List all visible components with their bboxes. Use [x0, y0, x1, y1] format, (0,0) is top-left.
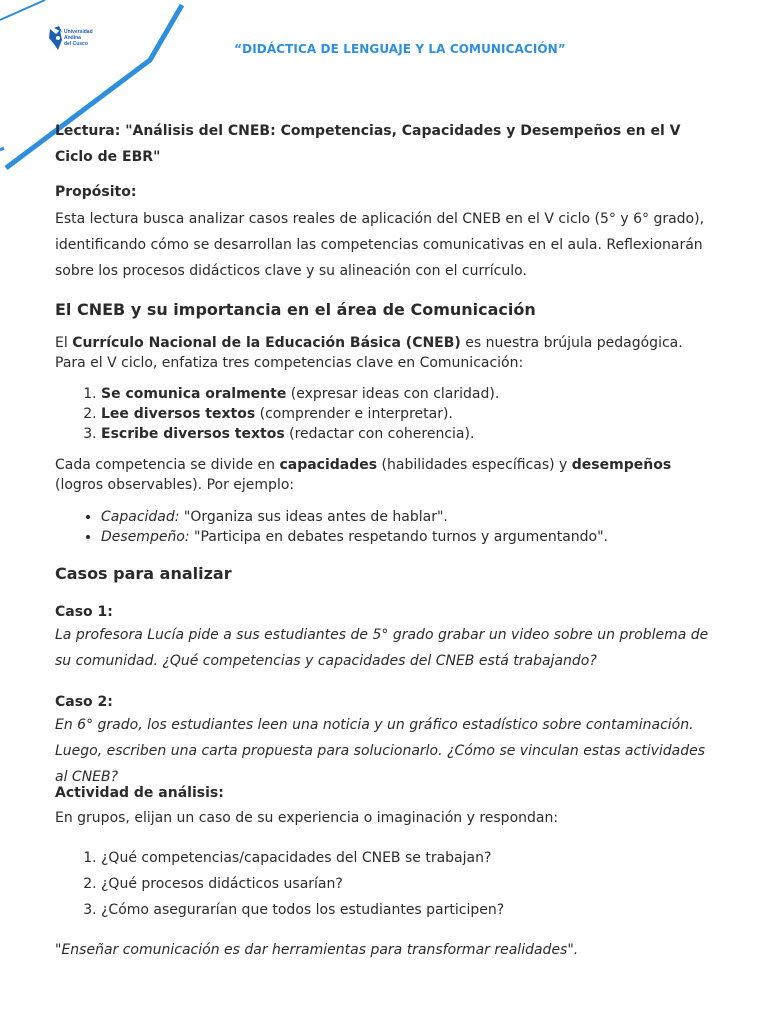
case-2: [55, 694, 715, 790]
purpose-label: Propósito:: [55, 184, 137, 200]
case-1: [55, 604, 715, 674]
examples-list: [55, 507, 761, 547]
activity-section: [55, 785, 715, 828]
case-2-label: Caso 2:: [55, 694, 113, 710]
questions-list: [55, 845, 761, 923]
cneb-term: Currículo Nacional de la Educación Básica (CNEB): [72, 335, 461, 351]
course-title: “DIDÁCTICA DE LENGUAJE Y LA COMUNICACIÓN”: [234, 42, 566, 56]
activity-label: Actividad de análisis:: [55, 785, 224, 801]
list-item: 2. ¿Qué procesos didácticos usarían?: [101, 871, 761, 897]
list-item: 1. ¿Qué competencias/capacidades del CNEB se trabajan?: [101, 845, 761, 871]
competencies-list: [55, 384, 761, 444]
section-heading-cases: Casos para analizar: [55, 564, 232, 583]
list-item: 3. Escribe diversos textos (redactar con coherencia).: [101, 424, 761, 444]
competency-division-text: Cada competencia se divide en capacidades (habilidades específicas) y desempeños (logros observables). Por ejemplo:: [55, 457, 672, 493]
list-item: 2. Lee diversos textos (comprender e interpretar).: [101, 404, 761, 424]
cneb-intro: El Currículo Nacional de la Educación Básica (CNEB) es nuestra brújula pedagógica. Para el V ciclo, enfatiza tres competencias clave en Comunicación:: [55, 335, 683, 371]
reading-title: Lectura: "Análisis del CNEB: Competencias, Capacidades y Desempeños en el V Ciclo de EBR": [55, 123, 681, 165]
list-item: • Desempeño: "Participa en debates respetando turnos y argumentando".: [101, 527, 761, 547]
case-2-text: En 6° grado, los estudiantes leen una noticia y un gráfico estadístico sobre contaminación. Luego, escriben una carta propuesta para solucionarlo. ¿Cómo se vinculan estas actividades al CNEB?: [55, 717, 706, 785]
list-item: 1. Se comunica oralmente (expresar ideas con claridad).: [101, 384, 761, 404]
case-1-label: Caso 1:: [55, 604, 113, 620]
section-heading-cneb: El CNEB y su importancia en el área de Comunicación: [55, 300, 536, 319]
university-logo-text: Universidad Andina del Cusco: [64, 29, 93, 47]
list-item: 3. ¿Cómo asegurarían que todos los estudiantes participen?: [101, 897, 761, 923]
case-1-text: La profesora Lucía pide a sus estudiantes de 5° grado grabar un video sobre un problema de su comunidad. ¿Qué competencias y capacidades del CNEB está trabajando?: [55, 627, 709, 669]
purpose-text: Esta lectura busca analizar casos reales de aplicación del CNEB en el V ciclo (5° y 6° grado), identificando cómo se desarrollan las competencias comunicativas en el aula. Reflexionarán sobre los procesos didácticos clave y su alineación con el currículo.: [55, 211, 705, 279]
closing-quote: "Enseñar comunicación es dar herramientas para transformar realidades".: [55, 942, 579, 958]
purpose-section: [55, 184, 715, 284]
list-item: • Capacidad: "Organiza sus ideas antes de hablar".: [101, 507, 761, 527]
activity-intro: En grupos, elijan un caso de su experiencia o imaginación y respondan:: [55, 810, 559, 826]
